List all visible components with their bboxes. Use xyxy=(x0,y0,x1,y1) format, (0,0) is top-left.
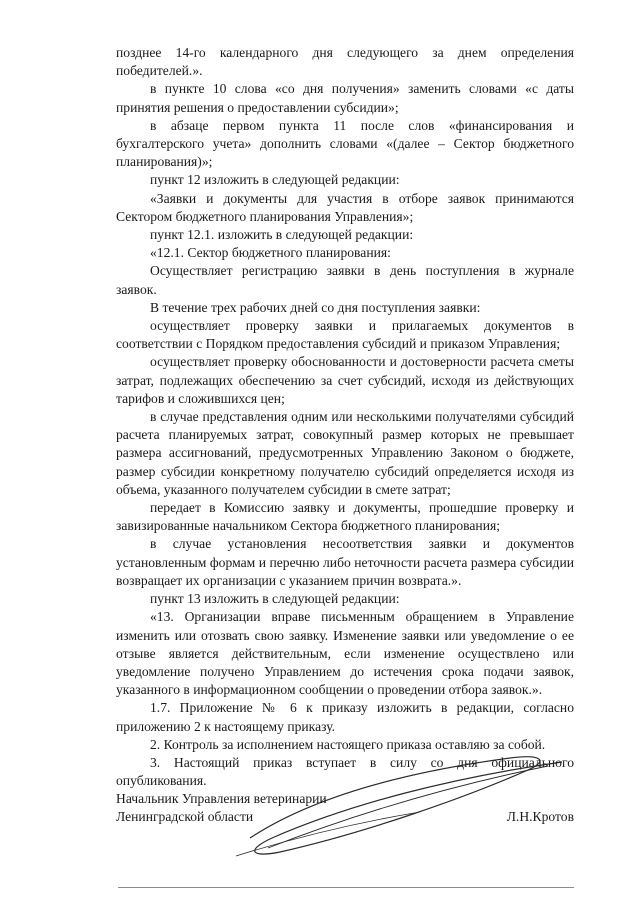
document-body xyxy=(116,44,574,790)
paragraph: в случае установления несоответствия заявки и документов установленным формам и перечню либо неточности расчета размера субсидии возвращает их организации с указанием причин возврата.». xyxy=(116,536,574,588)
paragraph: осуществляет проверку обоснованности и достоверности расчета сметы затрат, подлежащих обеспечению за счет субсидий, исходя из действующих тарифов и сложившихся цен; xyxy=(116,354,574,406)
paragraph: 1.7. Приложение № 6 к приказу изложить в редакции, согласно приложению 2 к настоящему приказу. xyxy=(116,700,574,734)
paragraph: передает в Комиссию заявку и документы, прошедшие проверку и завизированные начальником Сектора бюджетного планирования; xyxy=(116,500,574,534)
paragraph: пункт 13 изложить в следующей редакции: xyxy=(150,591,400,607)
paragraph: в случае представления одним или несколькими получателями субсидий расчета планируемых затрат, совокупный размер которых не превышает размера ассигнований, предусмотренных Управлению Законом о бюджете, размер субсидии конкретному получателю субсидий определяется исходя из объема, указанного получателем субсидии в смете затрат; xyxy=(116,409,574,497)
signatory-name: Л.Н.Кротов xyxy=(506,809,574,825)
paragraph: «13. Организации вправе письменным обращением в Управление изменить или отозвать свою заявку. Изменение заявки или уведомление о ее отзыве является действительным, если изменение осуществлено или уведомление получено Управлением до истечения срока подачи заявок, указанного в информационном сообщении о проведении отбора заявок.». xyxy=(116,609,574,698)
paragraph: пункт 12 изложить в следующей редакции: xyxy=(150,172,400,188)
paragraph: позднее 14-го календарного дня следующего за днем определения победителей.». xyxy=(116,45,574,79)
signatory-title: Начальник Управления ветеринарии xyxy=(116,791,327,806)
signature-block xyxy=(116,790,574,826)
paragraph: 3. Настоящий приказ вступает в силу со дня официального опубликования. xyxy=(116,754,574,789)
paragraph: «12.1. Сектор бюджетного планирования: xyxy=(150,245,391,261)
paragraph: Осуществляет регистрацию заявки в день поступления в журнале заявок. xyxy=(116,263,574,297)
paragraph: пункт 12.1. изложить в следующей редакции: xyxy=(150,227,414,243)
paragraph: в пункте 10 слова «со дня получения» заменить словами «с даты принятия решения о предоставлении субсидии»; xyxy=(116,81,574,115)
paragraph: «Заявки и документы для участия в отборе заявок принимаются Сектором бюджетного планирования Управления»; xyxy=(116,190,574,224)
page-divider xyxy=(118,887,574,888)
paragraph: 2. Контроль за исполнением настоящего приказа оставляю за собой. xyxy=(150,736,546,752)
paragraph: В течение трех рабочих дней со дня поступления заявки: xyxy=(150,299,481,315)
paragraph: в абзаце первом пункта 11 после слов «финансирования и бухгалтерского учета» дополнить словами «(далее – Сектор бюджетного планирования)»; xyxy=(116,117,574,170)
signatory-region: Ленинградской области xyxy=(116,809,254,825)
paragraph: осуществляет проверку заявки и прилагаемых документов в соответствии с Порядком предоставления субсидий и приказом Управления; xyxy=(116,318,574,352)
